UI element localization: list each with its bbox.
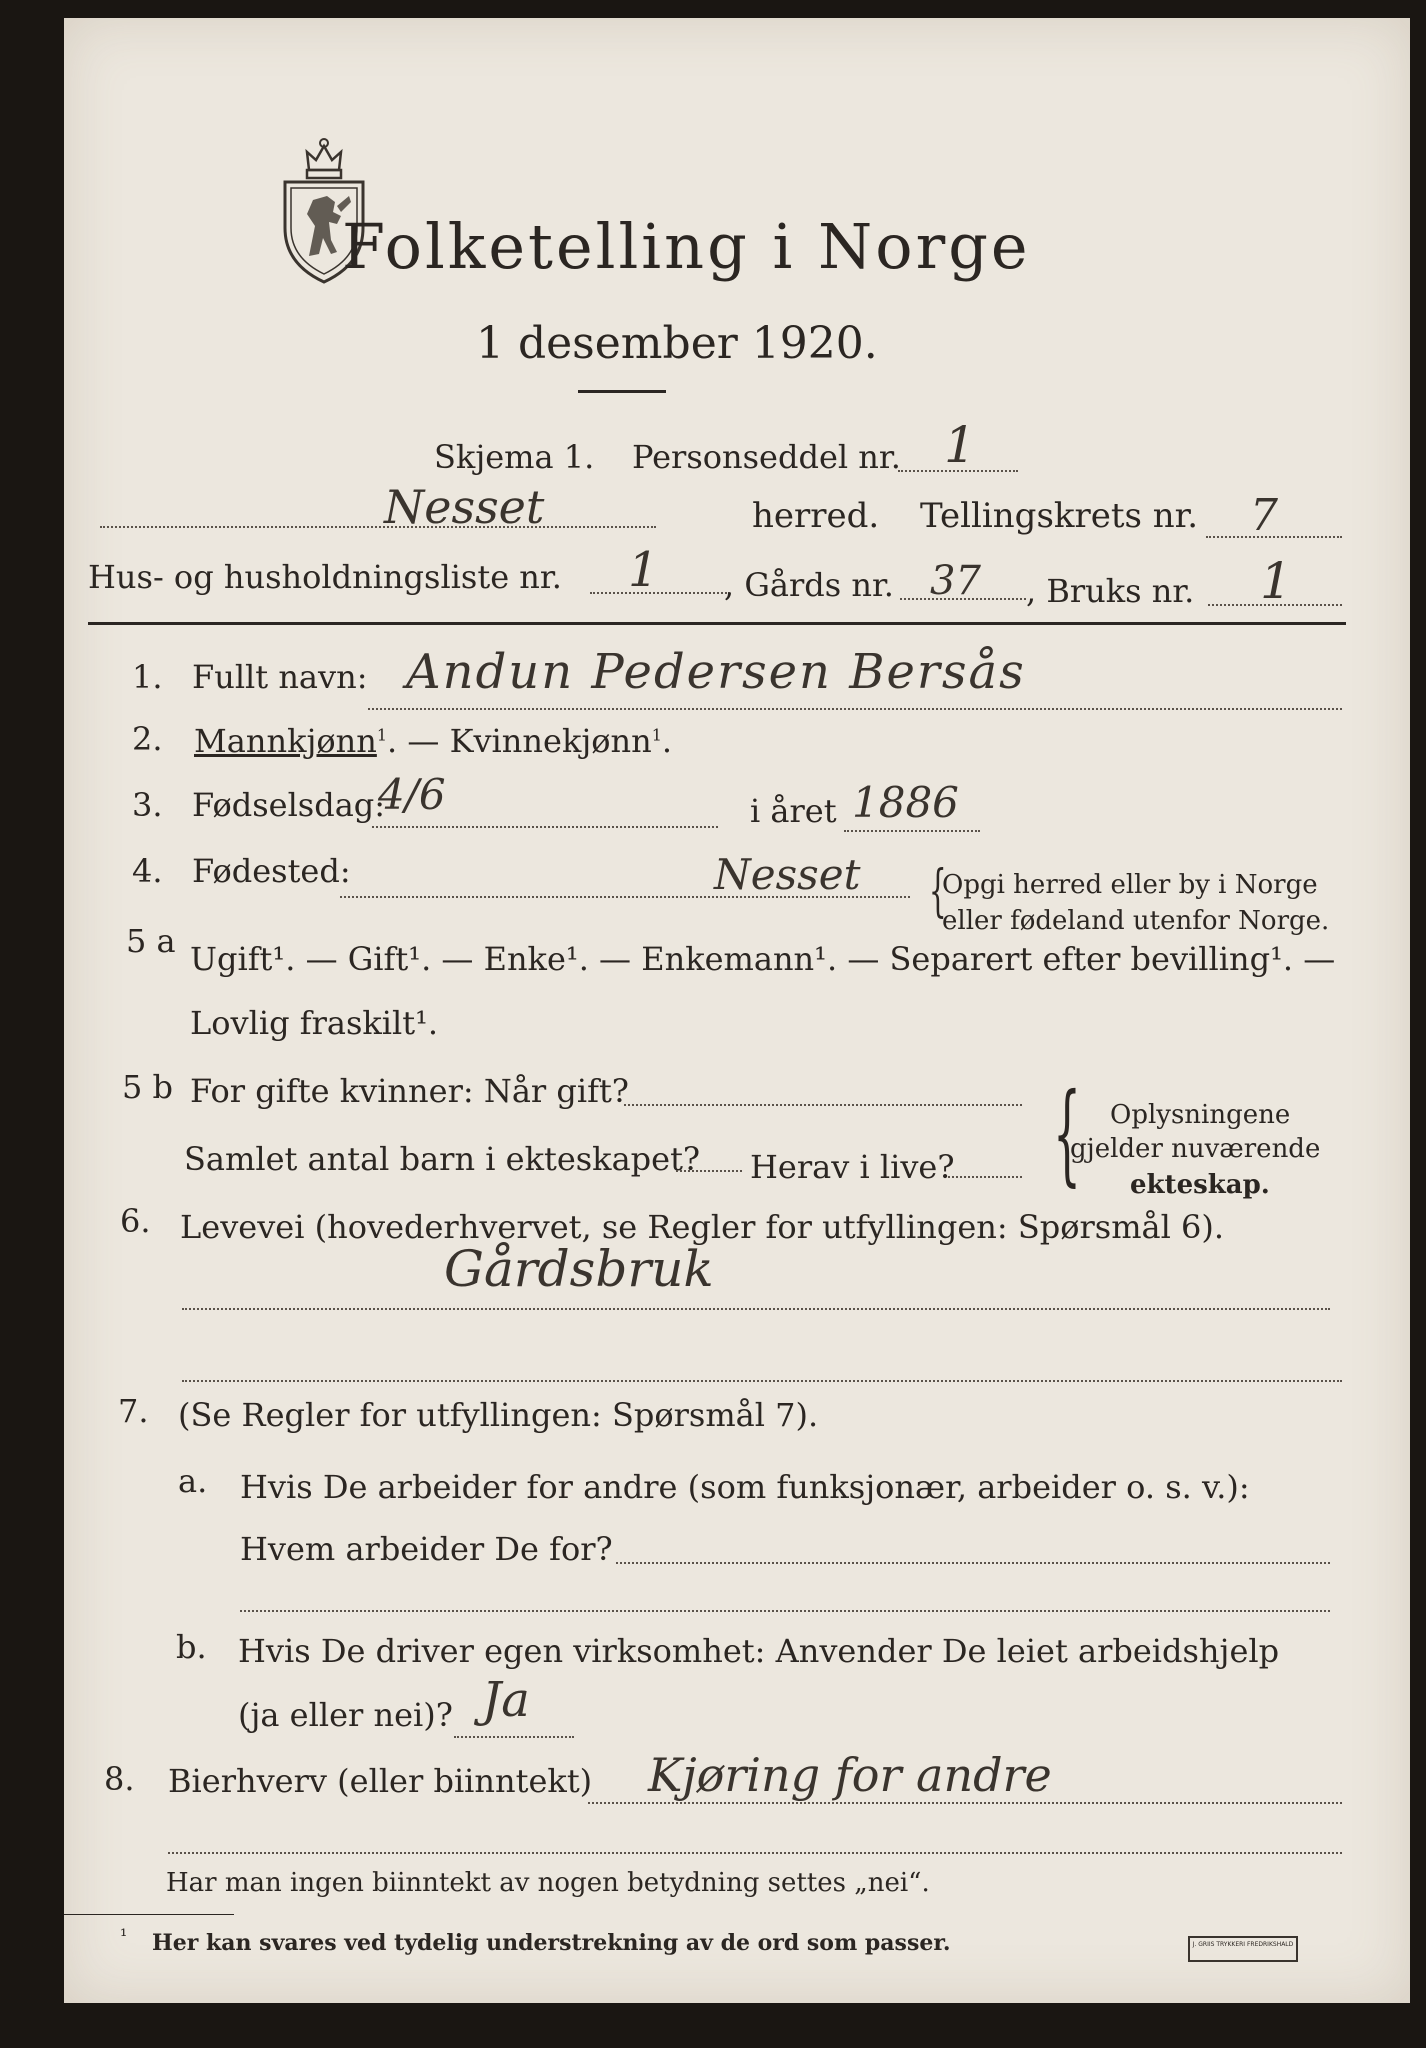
q5a-line1[interactable]: Ugift¹. — Gift¹. — Enke¹. — Enkemann¹. — Separert efter bevilling¹. — (190, 940, 1336, 978)
q8-value[interactable]: Kjøring for andre (648, 1748, 1052, 1802)
q7a-extra-line (240, 1610, 1330, 1612)
q3-number: 3. (132, 786, 163, 824)
q7b-number: b. (176, 1628, 207, 1666)
q2-end: . (661, 722, 673, 760)
gards-value[interactable]: 37 (930, 558, 981, 604)
printer-stamp (1188, 1936, 1298, 1962)
q3-value[interactable]: 4/6 (378, 770, 446, 819)
herred-label: herred. (752, 496, 880, 536)
q5b-number: 5 b (122, 1068, 174, 1106)
q8-label: Bierhverv (eller biinntekt) (168, 1762, 593, 1800)
husholdningsliste-label: Hus- og husholdningsliste nr. (88, 558, 562, 596)
footnote-text: Her kan svares ved tydelig understrekning av de ord som passer. (152, 1930, 951, 1956)
header-rule (88, 622, 1346, 625)
skjema-label: Skjema 1. (434, 438, 595, 476)
q8-number: 8. (104, 1760, 135, 1798)
q7a-number: a. (178, 1462, 208, 1500)
q3-year-line (844, 830, 980, 832)
q6-number: 6. (120, 1202, 151, 1240)
q5a-number: 5 a (126, 922, 176, 960)
q7-label: (Se Regler for utfyllingen: Spørsmål 7). (178, 1396, 819, 1434)
q7b-value[interactable]: Ja (482, 1672, 530, 1728)
husholdningsliste-value[interactable]: 1 (628, 542, 659, 598)
form-date: 1 desember 1920. (476, 318, 878, 369)
q5b-alive-line (948, 1176, 1022, 1178)
q4-label: Fødested: (192, 852, 351, 890)
q8-line2 (168, 1852, 1342, 1854)
q7b-line2: (ja eller nei)? (238, 1696, 453, 1734)
q5b-line1: For gifte kvinner: Når gift? (190, 1072, 629, 1110)
tellingskrets-value[interactable]: 7 (1250, 490, 1278, 541)
q5b-brace: { (1053, 1069, 1081, 1197)
bruks-value[interactable]: 1 (1260, 552, 1292, 610)
q5b-children-line (676, 1170, 742, 1172)
q5a-line2[interactable]: Lovlig fraskilt¹. (190, 1004, 439, 1042)
printer-stamp-text: J. GRIIS TRYKKERI FREDRIKSHALD (1192, 1941, 1294, 1948)
q2-sex-options: Mannkjønn$^1$. — Kvinnekjønn$^1$. (194, 722, 673, 760)
title-divider (578, 390, 666, 393)
q4-number: 4. (132, 852, 163, 890)
tellingskrets-label: Tellingskrets nr. (920, 496, 1199, 536)
q4-note-line2: eller fødeland utenfor Norge. (942, 906, 1330, 936)
q8-note: Har man ingen biinntekt av nogen betydning settes „nei“. (166, 1868, 930, 1898)
personseddel-value[interactable]: 1 (944, 416, 976, 474)
gards-label: , Gårds nr. (724, 566, 894, 604)
q6-value[interactable]: Gårdsbruk (444, 1240, 714, 1298)
q5b-married-line (624, 1104, 1022, 1106)
q6-line1 (182, 1308, 1330, 1310)
q3-label: Fødselsdag: (192, 786, 386, 824)
herred-value[interactable]: Nesset (384, 480, 545, 534)
q2-number: 2. (132, 720, 163, 758)
q4-note-line1: Opgi herred eller by i Norge (942, 870, 1318, 900)
q6-line2 (182, 1380, 1342, 1382)
q5b-note-line1: Oplysningene (1110, 1100, 1291, 1130)
q7a-line (616, 1562, 1330, 1564)
q2-female-option[interactable]: Kvinnekjønn (449, 722, 652, 760)
q5b-alive-label: Herav i live? (750, 1148, 955, 1186)
q3-line (372, 826, 718, 828)
q7a-line2: Hvem arbeider De for? (240, 1530, 613, 1568)
q1-label: Fullt navn: (192, 658, 368, 696)
q2-separator: . — (387, 722, 450, 760)
q3-year-label: i året (750, 792, 837, 830)
q7a-line1: Hvis De arbeider for andre (som funksjonær, arbeider o. s. v.): (240, 1468, 1250, 1506)
q5b-note-line2: gjelder nuværende (1070, 1134, 1321, 1164)
q5b-children-label: Samlet antal barn i ekteskapet? (184, 1140, 701, 1178)
q2-male-option[interactable]: Mannkjønn (194, 722, 377, 760)
q7b-line1: Hvis De driver egen virksomhet: Anvender De leiet arbeidshjelp (238, 1632, 1280, 1670)
census-form-sheet (64, 18, 1410, 2003)
q4-value[interactable]: Nesset (714, 850, 861, 899)
q7-number: 7. (118, 1392, 149, 1430)
q8-line1 (588, 1802, 1342, 1804)
herred-line (100, 526, 656, 528)
q4-brace: { (928, 859, 947, 924)
q1-number: 1. (132, 658, 163, 696)
q3-year-value[interactable]: 1886 (852, 778, 959, 827)
q1-value[interactable]: Andun Pedersen Bersås (406, 644, 1026, 700)
bruks-label: , Bruks nr. (1026, 572, 1195, 610)
personseddel-label: Personseddel nr. (632, 438, 901, 476)
footnote-rule (64, 1914, 234, 1915)
q6-label: Levevei (hovederhvervet, se Regler for utfyllingen: Spørsmål 6). (180, 1208, 1225, 1246)
q7b-line (454, 1736, 574, 1738)
q1-line (368, 708, 1342, 710)
form-title: Folketelling i Norge (342, 210, 1031, 283)
footnote-mark: ¹ (120, 1926, 128, 1947)
husholdningsliste-line (590, 592, 730, 594)
q5b-note-line3: ekteskap. (1130, 1170, 1270, 1200)
